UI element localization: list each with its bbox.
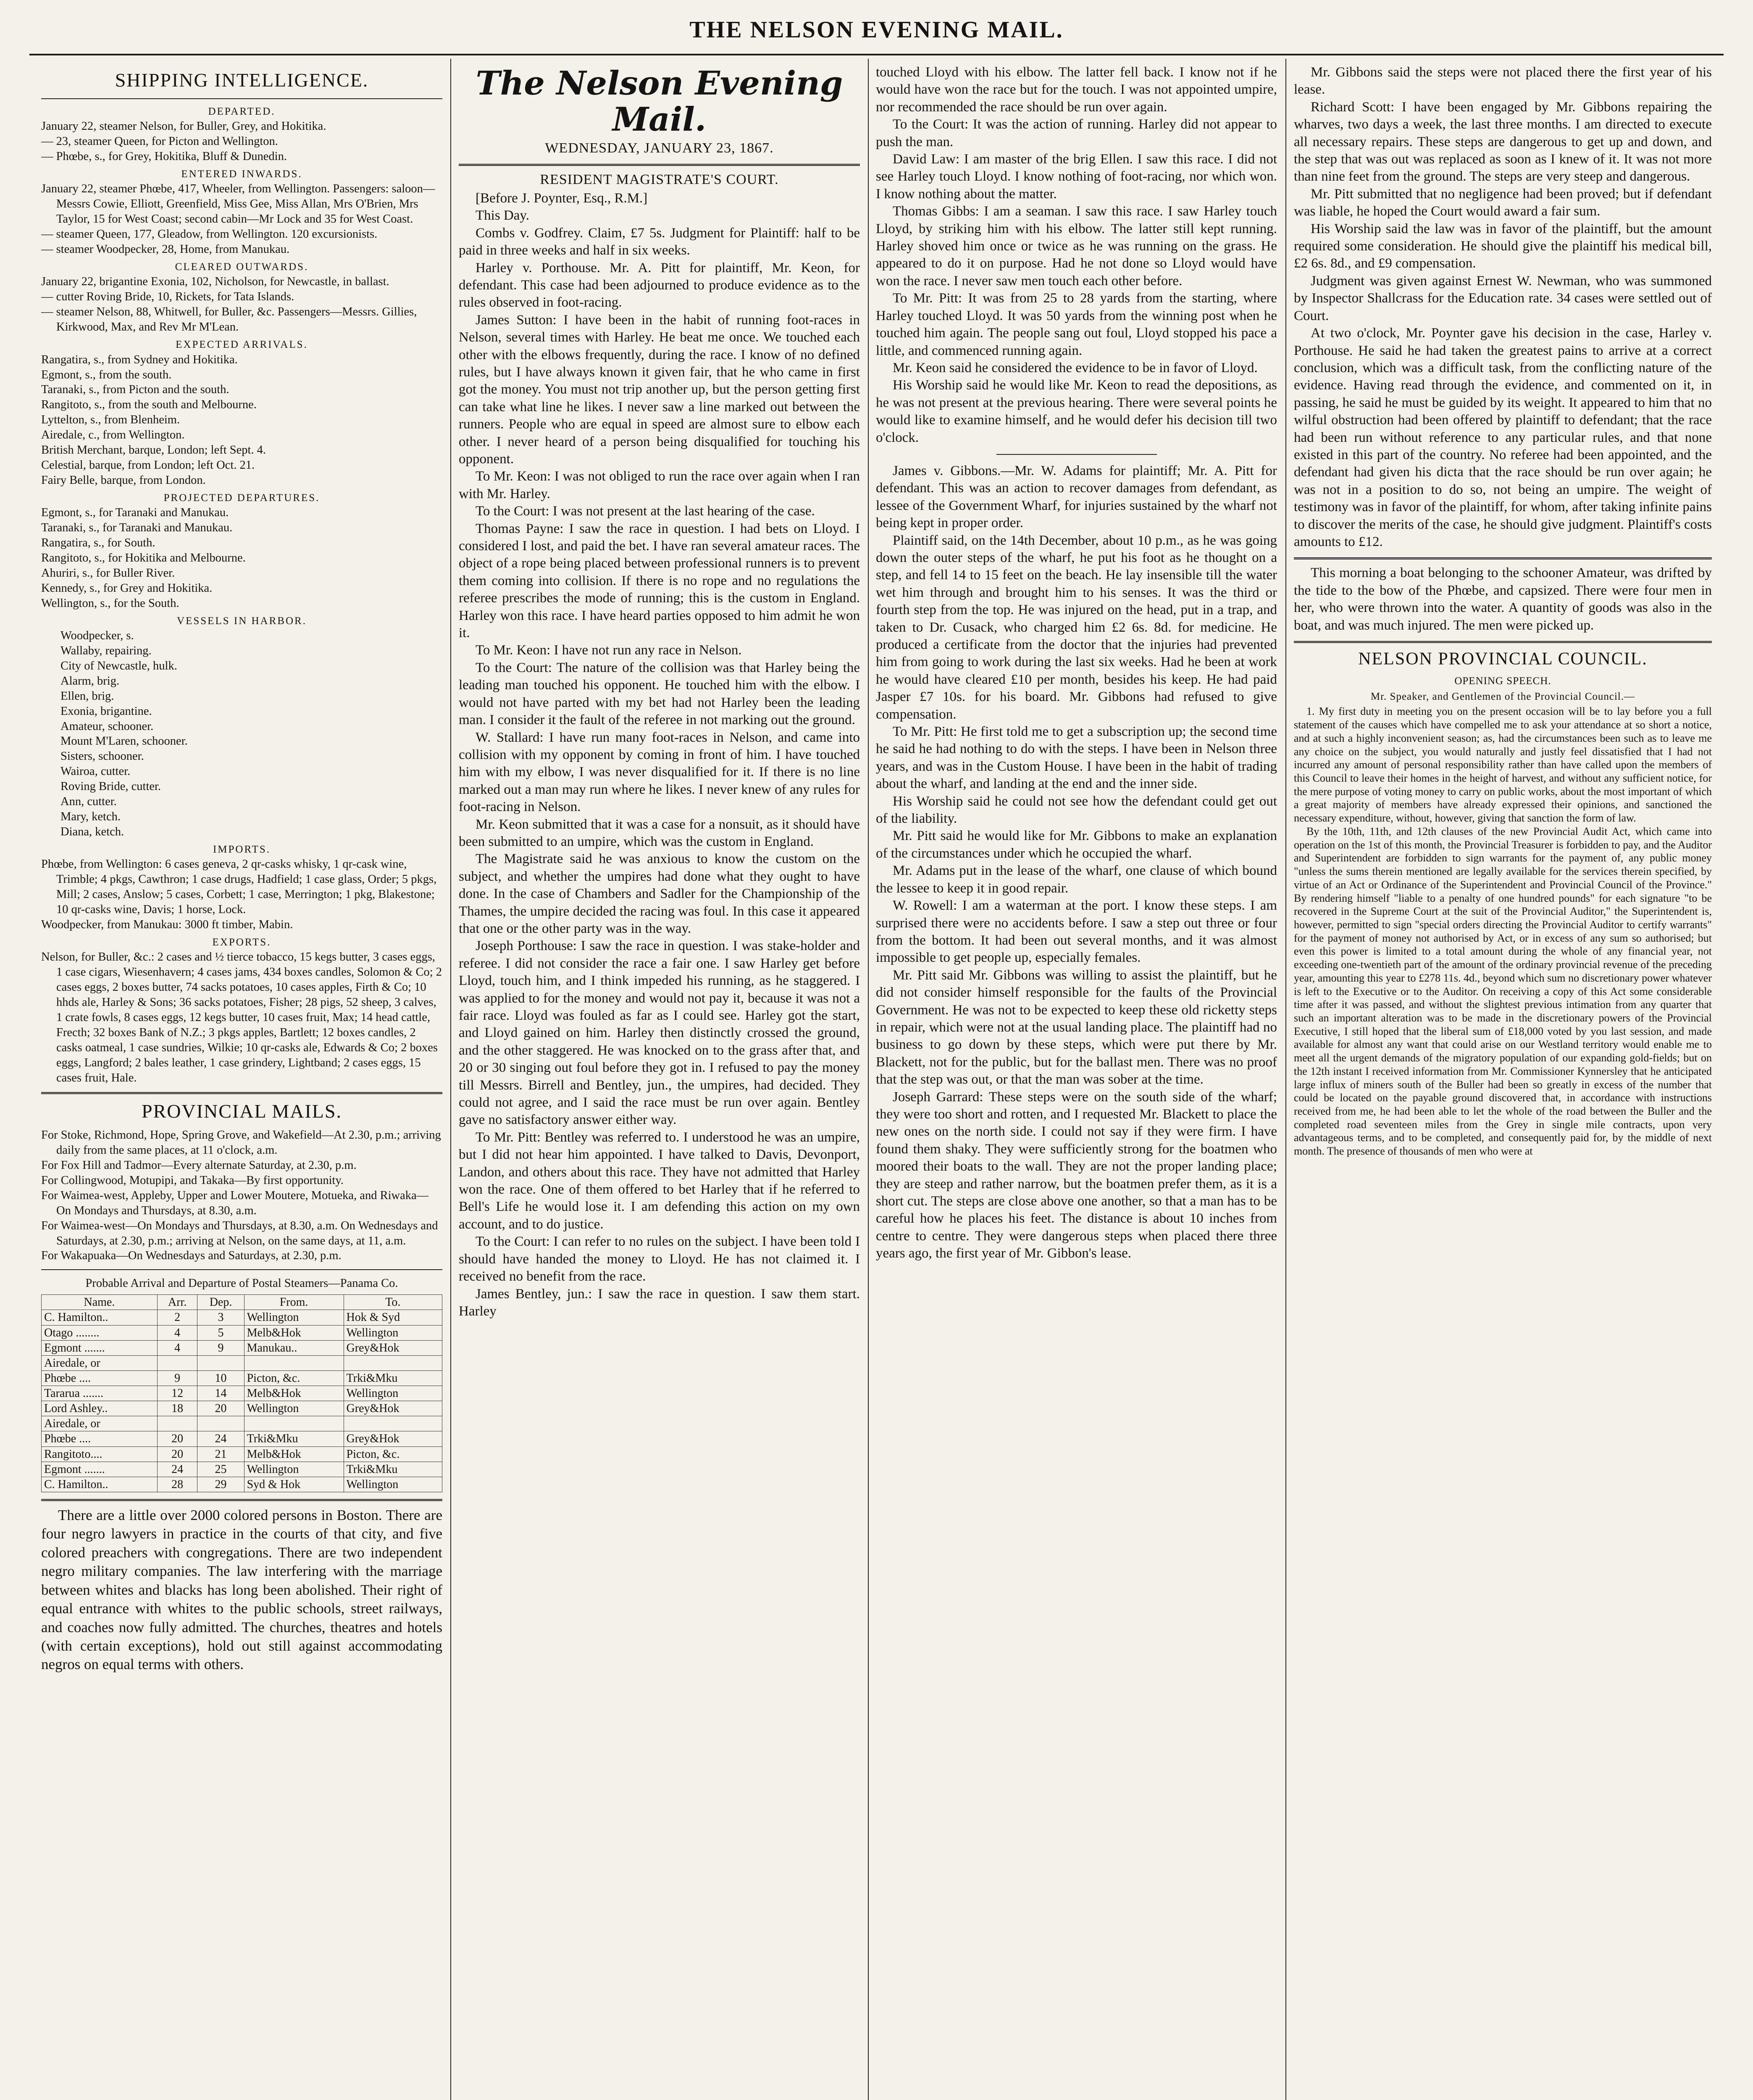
speech-paragraph: By the 10th, 11th, and 12th clauses of the new Provincial Audit Act, which came into operation on the 1st of this month, the Provincial Treasurer is forbidden to pay, and the Auditor and Superintendent are forbidden to sign warrants for the payment of, any public money "unless the sums therein mentioned are legally available for the services therein specified, by virtue of an Act or Ordinance of the Superintendent and Provincial Council of the Province." By rendering himself "liable to a penalty of one hundred pounds" for each signature "to be recovered in the Supreme Court at the suit of the Provincial Auditor," the Superintendent is, however, permitted to sign "special orders directing the Provincial Auditor to certify warrants" for the payment of money not authorised by Act, or in excess of any sum so authorised; but even this power is limited to a total amount during the whole of any financial year, not exceeding one-twentieth part of the amount of the ordinary provincial revenue of the preceding year, amounting this year to £278 11s. 4d., beyond which sum no discretionary power whatever is left to the Executive or to the Auditor. On receiving a copy of this Act some considerable time after it was passed, and without the slightest previous intimation from any quarter that such an important alteration was to be made in the discretionary powers of the Provincial Executive, I still hoped that the liberal sum of £18,000 voted by you last session, and made available for almost any want that could arise on our Westland territory would enable me to meet all the urgent demands of the migratory population of our expanding gold-fields; but on the 12th instant I received information from Mr. Commissioner Kynnersley that he anticipated large influx of miners south of the Buller had been so greatly in excess of the number that could be located on the payable ground discovered that, in accordance with instructions received from me, he had been able to let the whole of the road between the Buller and the completed road seventeen miles from the Grey in single mile contracts, upon very advantageous terms, and to be completed, and consequently paid for, by the middle of next month. The presence of thousands of men who were at <box>1294 825 1712 1158</box>
table-cell-to: Grey&Hok <box>344 1401 442 1416</box>
table-row <box>42 1462 442 1477</box>
table-cell-from: Melb&Hok <box>244 1446 344 1462</box>
column-divider <box>1285 59 1286 2100</box>
column-council <box>1294 64 1712 2100</box>
projected-heading: PROJECTED DEPARTURES. <box>163 492 320 504</box>
mail-entry: For Waimea-west, Appleby, Upper and Lower Moutere, Motueka, and Riwaka—On Mondays and Thursdays, at 8.30, a.m. <box>41 1189 429 1217</box>
court-heading: RESIDENT MAGISTRATE'S COURT. <box>540 172 779 188</box>
table-cell-to: Trki&Mku <box>344 1462 442 1477</box>
column-court-continued <box>876 64 1277 2100</box>
court-paragraph: To Mr. Keon: I was not obliged to run the race over again when I ran with Mr. Harley. <box>459 469 860 501</box>
table-cell-arr <box>157 1416 197 1431</box>
harbor-vessel: Amateur, schooner. <box>60 719 154 733</box>
outwards-heading: CLEARED OUTWARDS. <box>175 261 309 273</box>
table-cell-dep: 9 <box>197 1340 244 1355</box>
table-cell-arr: 20 <box>157 1431 197 1446</box>
court-paragraph: The Magistrate said he was anxious to know the custom on the subject, and whether the umpires had done what they ought to have done. In the case of Chambers and Sadler for the Championship of the Thames, the umpire decided the racing was foul. In this case it appeared that one or the other party was in the way. <box>459 851 860 936</box>
harbor-vessel: Mary, ketch. <box>60 810 121 823</box>
table-cell-to <box>344 1355 442 1370</box>
table-cell-arr: 4 <box>157 1325 197 1340</box>
table-cell-name: Tararua ....... <box>42 1386 158 1401</box>
table-cell-from: Melb&Hok <box>244 1386 344 1401</box>
court-paragraph: Thomas Payne: I saw the race in question. I had bets on Lloyd. I considered I lost, and paid the bet. I have ran several amateur races. The object of a rope being placed between professional runners is to prevent them coming into collision. If there is no rope and no regulations the referee prescribes the mode of running; this is the custom in England. Harley won this race. I have heard parties opposed to him admit he won it. <box>459 521 860 641</box>
table-cell-dep: 14 <box>197 1386 244 1401</box>
court-paragraph: Joseph Porthouse: I saw the race in question. I was stake-holder and referee. I did not consider the race a fair one. I saw Harley get before Lloyd, touch him, and I think impeded his running, as he staggered. I was applied to for the money and would not pay it, because it was not a fair race. Lloyd was fouled as far as I could see. Harley got the start, and Lloyd gained on him. Harley then distinctly crossed the ground, and the other staggered. He was knocked on to the grass after that, and 20 or 30 singing out foul before they got in. I refused to pay the money till Messrs. Birrell and Bentley, jun., the umpires, had decided. They could not agree, and I said the race must be run over again. Bentley gave no satisfactory answer either way. <box>459 938 860 1128</box>
table-cell-name: Phœbe .... <box>42 1431 158 1446</box>
postal-table-body <box>42 1310 442 1492</box>
expected-entry: British Merchant, barque, London; left Sept. 4. <box>41 444 266 457</box>
inwards-entry: — steamer Woodpecker, 28, Home, from Manukau. <box>41 243 290 256</box>
table-cell-arr: 28 <box>157 1477 197 1492</box>
expected-entry: Rangitoto, s., from the south and Melbourne. <box>41 398 257 412</box>
column-header: Arr. <box>157 1295 197 1310</box>
column-court <box>459 64 860 2100</box>
column-header: From. <box>244 1295 344 1310</box>
expected-entry: Lyttelton, s., from Blenheim. <box>41 413 180 427</box>
court-paragraph: Harley v. Porthouse. Mr. A. Pitt for plaintiff, Mr. Keon, for defendant. This case had been adjourned to produce evidence as to the rules observed in foot-racing. <box>459 260 860 310</box>
table-cell-name: C. Hamilton.. <box>42 1477 158 1492</box>
postal-table-title: Probable Arrival and Departure of Postal Steamers—Panama Co. <box>85 1277 398 1290</box>
imports-entry: Woodpecker, from Manukau: 3000 ft timber, Mabin. <box>41 918 293 931</box>
harbor-vessel: Woodpecker, s. <box>60 629 134 643</box>
harbor-vessel: Mount M'Laren, schooner. <box>60 735 188 748</box>
departed-entry: — 23, steamer Queen, for Picton and Wellington. <box>41 135 278 148</box>
table-cell-dep <box>197 1355 244 1370</box>
table-cell-from <box>244 1416 344 1431</box>
table-row <box>42 1355 442 1370</box>
column-divider <box>868 59 869 2100</box>
court-paragraph: W. Rowell: I am a waterman at the port. I know these steps. I am surprised there were no accidents before. I saw a step out three or four from the bottom. It had been out several months, and it was almost impossible to get people up, especially females. <box>876 898 1277 966</box>
table-cell-from: Picton, &c. <box>244 1370 344 1386</box>
table-cell-to: Wellington <box>344 1325 442 1340</box>
table-cell-to: Hok & Syd <box>344 1310 442 1325</box>
outwards-entry: — steamer Nelson, 88, Whitwell, for Buller, &c. Passengers—Messrs. Gillies, Kirkwood, Max, and Rev Mr M'Lean. <box>41 305 417 334</box>
projected-entry: Rangitoto, s., for Hokitika and Melbourne. <box>41 551 246 564</box>
mails-list <box>41 1128 442 1291</box>
court-paragraph: Mr. Keon said he considered the evidence to be in favor of Lloyd. <box>893 360 1258 375</box>
table-cell-name: Airedale, or <box>42 1355 158 1370</box>
court-paragraph: Joseph Garrard: These steps were on the south side of the wharf; they were too short and rotten, and I requested Mr. Blackett to place the new ones on the north side. I could not say if they were firm. I have found them shaky. They were sufficiently strong for the boatmen who moored their boats to the wall. They are not the proper landing place; they are steep and rather narrow, but the boatmen prefer them, as it is a short cut. The steps are close above one another, so that a man has to be careful how he places his feet. The distance is about 10 inches from centre to centre. They were dangerous steps when placed there three years ago, the first year of Mr. Gibbon's lease. <box>876 1089 1277 1261</box>
court-paragraph: To the Court: It was the action of running. Harley did not appear to push the man. <box>876 117 1277 150</box>
column-shipping <box>41 64 442 2100</box>
court-paragraph: James v. Gibbons.—Mr. W. Adams for plaintiff; Mr. A. Pitt for defendant. This was an action to recover damages from defendant, as lessee of the Government Wharf, for injuries sustained by the wharf not being kept in proper order. <box>876 463 1277 531</box>
expected-entry: Taranaki, s., from Picton and the south. <box>41 383 229 396</box>
section-rule <box>1294 557 1712 559</box>
boat-article: This morning a boat belonging to the schooner Amateur, was drifted by the tide to the bow of the Phœbe, and capsized. There were four men in her, who were thrown into the water. A quantity of goods was also in the boat, and was much injured. The men were picked up. <box>1294 565 1712 633</box>
postal-steamers-table <box>41 1294 442 1492</box>
table-cell-name: Otago ........ <box>42 1325 158 1340</box>
court-paragraph: Mr. Pitt submitted that no negligence had been proved; but if defendant was liable, he hoped the Court would award a fair sum. <box>1294 186 1712 219</box>
section-rule <box>1294 641 1712 643</box>
table-cell-name: Lord Ashley.. <box>42 1401 158 1416</box>
table-cell-from: Melb&Hok <box>244 1325 344 1340</box>
table-cell-to: Wellington <box>344 1386 442 1401</box>
inwards-entry: — steamer Queen, 177, Gleadow, from Wellington. 120 excursionists. <box>41 228 378 241</box>
table-cell-from: Manukau.. <box>244 1340 344 1355</box>
court-paragraph: Mr. Keon submitted that it was a case for a nonsuit, as it should have been submitted to an umpire, which was the custom in England. <box>459 816 860 849</box>
table-cell-dep: 24 <box>197 1431 244 1446</box>
table-cell-arr: 4 <box>157 1340 197 1355</box>
table-cell-arr: 20 <box>157 1446 197 1462</box>
section-rule <box>41 1499 442 1501</box>
harbor-vessel: Ellen, brig. <box>60 689 114 703</box>
court-paragraph: To the Court: I was not present at the last hearing of the case. <box>476 504 815 519</box>
harbor-vessel: Exonia, brigantine. <box>60 704 152 718</box>
imports-heading: IMPORTS. <box>213 843 271 855</box>
section-rule <box>41 1269 442 1270</box>
table-cell-arr: 12 <box>157 1386 197 1401</box>
court-paragraph: James Bentley, jun.: I saw the race in question. I saw them start. Harley <box>459 1286 860 1319</box>
table-cell-from: Wellington <box>244 1462 344 1477</box>
opening-speech <box>1294 705 1712 1158</box>
column-header: Dep. <box>197 1295 244 1310</box>
court-paragraph: To Mr. Pitt: He first told me to get a subscription up; the second time he said he had nothing to do with the steps. I have been in Nelson three years, and was in the Custom House. I have been in the habit of trading about the wharf, and landing at the end and the inner side. <box>876 724 1277 792</box>
court-subheading: [Before J. Poynter, Esq., R.M.] <box>476 190 648 206</box>
table-cell-from: Trki&Mku <box>244 1431 344 1446</box>
table-cell-from <box>244 1355 344 1370</box>
harbor-list <box>41 628 442 840</box>
court-paragraph: touched Lloyd with his elbow. The latter fell back. I know not if he would have won the race but for the touch. I was not appointed umpire, nor recommended the race should be run over again. <box>876 65 1277 115</box>
table-row <box>42 1386 442 1401</box>
projected-entry: Ahuriri, s., for Buller River. <box>41 566 175 580</box>
harbor-vessel: Roving Bride, cutter. <box>60 780 161 793</box>
table-row <box>42 1340 442 1355</box>
expected-entry: Airedale, c., from Wellington. <box>41 428 185 442</box>
table-cell-name: Airedale, or <box>42 1416 158 1431</box>
court-paragraph: His Worship said the law was in favor of the plaintiff, but the amount required some consideration. He should give the plaintiff his medical bill, £2 6s. 8d., and £9 compensation. <box>1294 221 1712 271</box>
projected-entry: Rangatira, s., for South. <box>41 536 155 550</box>
exports-entry: Nelson, for Buller, &c.: 2 cases and ½ tierce tobacco, 15 kegs butter, 3 cases eggs, 1 case cigars, Wiesenhavern; 4 cases jams, 434 boxes candles, Solomon & Co; 2 cases eggs, 2 boxes butter, 74 sacks potatoes, 10 cases apples, Firth & Co; 10 hhds ale, Harley & Sons; 36 sacks potatoes, Fisher; 28 pigs, 52 sheep, 3 calves, 1 crate fowls, 8 cases eggs, 12 kegs butter, 10 cases fruit, Max; 14 head cattle, Frecth; 32 boxes Bank of N.Z.; 3 pkgs apples, Bartlett; 12 boxes candles, 2 casks oatmeal, 1 case sundries, Wilkie; 10 qr-casks ale, Edwards & Co; 2 boxes eggs, Langford; 2 bales leather, 1 case grindery, Lightband; 2 cases eggs, 15 cases fruit, Hale. <box>41 950 442 1084</box>
table-cell-from: Wellington <box>244 1401 344 1416</box>
table-cell-name: Rangitoto.... <box>42 1446 158 1462</box>
boston-article: There are a little over 2000 colored persons in Boston. There are four negro lawyers in practice in the courts of that city, and five colored preachers with congregations. There are two independent negro military companies. The law interfering with the marriage between whites and blacks has long been abolished. Their right of equal entrance with whites to the public schools, street railways, and coaches now fully admitted. The churches, theatres and hotels (with certain exceptions), hold out still against accommodating negros on equal terms with others. <box>41 1507 442 1673</box>
mail-entry: For Fox Hill and Tadmor—Every alternate Saturday, at 2.30, p.m. <box>41 1159 357 1172</box>
projected-entry: Kennedy, s., for Grey and Hokitika. <box>41 581 213 595</box>
table-cell-to <box>344 1416 442 1431</box>
court-paragraph: Thomas Gibbs: I am a seaman. I saw this race. I saw Harley touch Lloyd, by striking him with his elbow. The latter still kept running. Harley shoved him once or twice as he was running on the grass. He appeared to do it on purpose. Had he not done so Lloyd would have won the race. I never saw men touch each other before. <box>876 204 1277 289</box>
table-cell-name: Egmont ....... <box>42 1462 158 1477</box>
expected-entry: Rangatira, s., from Sydney and Hokitika. <box>41 353 238 366</box>
expected-entry: Egmont, s., from the south. <box>41 368 172 381</box>
shipping-lists <box>41 105 442 1086</box>
court-paragraph: Mr. Adams put in the lease of the wharf, one clause of which bound the lessee to keep it in good repair. <box>876 863 1277 896</box>
table-cell-arr <box>157 1355 197 1370</box>
court-paragraph: His Worship said he could not see how the defendant could get out of the liability. <box>876 793 1277 827</box>
court-paragraph: Mr. Pitt said Mr. Gibbons was willing to assist the plaintiff, but he did not consider himself responsible for the faults of the Provincial Government. He was not to be expected to keep these old ricketty steps in repair, which were not at the usual landing place. The plaintiff had no business to go down by these steps, which were put there by Mr. Blackett, not for the public, but for the ballast men. There was no proof that the step was out, or that the man was sober at the time. <box>876 967 1277 1087</box>
harbor-vessel: Wallaby, repairing. <box>60 644 152 657</box>
table-row <box>42 1431 442 1446</box>
table-cell-dep: 3 <box>197 1310 244 1325</box>
outwards-entry: January 22, brigantine Exonia, 102, Nicholson, for Newcastle, in ballast. <box>41 275 389 289</box>
masthead-rule <box>29 54 1724 55</box>
court-paragraph: Mr. Pitt said he would like for Mr. Gibbons to make an explanation of the circumstances under which he occupied the wharf. <box>876 828 1277 861</box>
table-cell-dep: 5 <box>197 1325 244 1340</box>
table-row <box>42 1416 442 1431</box>
table-cell-from: Wellington <box>244 1310 344 1325</box>
inwards-heading: ENTERED INWARDS. <box>181 168 302 180</box>
expected-heading: EXPECTED ARRIVALS. <box>176 339 308 351</box>
dateline: WEDNESDAY, JANUARY 23, 1867. <box>545 140 774 156</box>
court-paragraph: Mr. Gibbons said the steps were not placed there the first year of his lease. <box>1294 65 1712 97</box>
table-row <box>42 1370 442 1386</box>
court-paragraph: To Mr. Keon: I have not run any race in Nelson. <box>476 643 742 658</box>
departed-heading: DEPARTED. <box>208 105 276 117</box>
exports-heading: EXPORTS. <box>212 936 271 948</box>
table-cell-name: Phœbe .... <box>42 1370 158 1386</box>
table-cell-arr: 2 <box>157 1310 197 1325</box>
table-cell-dep: 10 <box>197 1370 244 1386</box>
expected-entry: Celestial, barque, from London; left Oct. 21. <box>41 458 255 472</box>
masthead-title: THE NELSON EVENING MAIL. <box>689 17 1064 43</box>
court-paragraph: To the Court: I can refer to no rules on the subject. I have been told I should have handed the money to Lloyd. He has not claimed it. I received no benefit from the race. <box>459 1234 860 1284</box>
projected-entry: Taranaki, s., for Taranaki and Manukau. <box>41 521 233 535</box>
court-day: This Day. <box>476 208 530 223</box>
newspaper-nameplate: The Nelson Evening Mail. <box>476 64 843 139</box>
table-cell-arr: 18 <box>157 1401 197 1416</box>
court-paragraph: His Worship said he would like Mr. Keon to read the depositions, as he was not present at the previous hearing. There were several points he would like to examine himself, and he would defer his decision till two o'clock. <box>876 378 1277 445</box>
table-cell-to: Grey&Hok <box>344 1340 442 1355</box>
table-cell-dep: 25 <box>197 1462 244 1477</box>
court-paragraph: Richard Scott: I have been engaged by Mr. Gibbons repairing the wharves, two days a week, the last three months. I am directed to execute all necessary repairs. These steps are dangerous to get up and down, and the step that was out was replaced as soon as I knew of it. It was not more than nine feet from the ground. The steps are very steep and dangerous. <box>1294 99 1712 184</box>
table-cell-dep <box>197 1416 244 1431</box>
court-paragraph: Judgment was given against Ernest W. Newman, who was summoned by Inspector Shallcrass for the Education rate. 34 cases were settled out of Court. <box>1294 273 1712 323</box>
table-row <box>42 1401 442 1416</box>
table-cell-arr: 24 <box>157 1462 197 1477</box>
projected-entry: Egmont, s., for Taranaki and Manukau. <box>41 506 229 520</box>
council-subheading: OPENING SPEECH. <box>1454 675 1551 687</box>
column-header: Name. <box>42 1295 158 1310</box>
court-paragraph: James Sutton: I have been in the habit of running foot-races in Nelson, several times with Harley. He beat me once. We touched each other with the elbows frequently, during the race. I know of no defined rules, but I have always known it given fair, that he who came in first got the money. You must not trip another up, but the person getting first can take what line he likes. I never saw a line marked out between the runners. People who are equal in speed are almost sure to elbow each other. I never heard of a person being disqualified for touching his opponent. <box>459 312 860 467</box>
court-paragraph: At two o'clock, Mr. Poynter gave his decision in the case, Harley v. Porthouse. He said he had taken the greatest pains to arrive at a correct conclusion, which was a difficult task, from the conflicting nature of the evidence. Having read through the evidence, and commented on it, in passing, he said he must be guided by its weight. It appeared to him that no wilful obstruction had been offered by plaintiff to defendant; that the race had been run without reference to any particular rules, and that none existed in this part of the country. No referee had been appointed, and the defendant had given his dicta that the race should be run over again; he was not in a position to do so, not being an umpire. The weight of testimony was in favor of the plaintiff, for whom, after taking infinite pains to discover the merits of the case, he should give judgment. Plaintiff's costs amounts to £12. <box>1294 326 1712 549</box>
departed-entry: — Phœbe, s., for Grey, Hokitika, Bluff & Dunedin. <box>41 150 287 163</box>
harbor-vessel: City of Newcastle, hulk. <box>60 659 177 672</box>
table-cell-to: Grey&Hok <box>344 1431 442 1446</box>
section-rule <box>459 164 860 166</box>
mail-entry: For Collingwood, Motupipi, and Takaka—By first opportunity. <box>41 1173 344 1187</box>
harbor-heading: VESSELS IN HARBOR. <box>177 615 307 627</box>
court-paragraph: To Mr. Pitt: Bentley was referred to. I understood he was an umpire, but I did not hear him appointed. I have talked to Davis, Devonport, Landon, and others about this race. They have not admitted that Harley won the race. One of them offered to bet Harley that if he referred to Bell's Life he would lose it. I am defending this action on my own account, and to do justice. <box>459 1129 860 1232</box>
court-paragraph: W. Stallard: I have run many foot-races in Nelson, and came into collision with my opponent by coming in front of him. I have touched him with my elbow, I was never disqualified for it. If there is no line marked out a man may run where he likes. I never knew of any rules for foot-racing in Nelson. <box>459 730 860 815</box>
table-cell-arr: 9 <box>157 1370 197 1386</box>
court-paragraph: Plaintiff said, on the 14th December, about 10 p.m., as he was going down the outer steps of the wharf, he put his foot as he thought on a step, and fell 14 to 15 feet on the beach. He lay insensible till the water wet him through and brought him to his senses. It was the third or fourth step from the top. He was injured on the head, put in a trap, and taken to Dr. Cusack, who charged him £2 6s. 8d. for medicine. He produced a certificate from the doctor that the injuries had prevented him from going to work during the last six weeks. Had he been at work he would have cleared £10 per month, besides his keep. He had paid Jasper £7 10s. for his board. Mr. Gibbons had refused to give compensation. <box>876 533 1277 722</box>
table-cell-to: Wellington <box>344 1477 442 1492</box>
mails-heading: PROVINCIAL MAILS. <box>142 1100 342 1122</box>
column-header: To. <box>344 1295 442 1310</box>
table-cell-dep: 21 <box>197 1446 244 1462</box>
council-address: Mr. Speaker, and Gentlemen of the Provincial Council.— <box>1370 691 1635 703</box>
table-row <box>42 1446 442 1462</box>
table-cell-name: Egmont ....... <box>42 1340 158 1355</box>
table-cell-to: Picton, &c. <box>344 1446 442 1462</box>
harbor-vessel: Alarm, brig. <box>60 674 120 688</box>
shipping-heading: SHIPPING INTELLIGENCE. <box>115 69 369 91</box>
table-cell-to: Trki&Mku <box>344 1370 442 1386</box>
court-paragraph: David Law: I am master of the brig Ellen. I saw this race. I did not see Harley touch Lloyd. I know nothing of foot-racing, nor which won. I know nothing about the matter. <box>876 152 1277 202</box>
harbor-vessel: Wairoa, cutter. <box>60 765 131 778</box>
departed-entry: January 22, steamer Nelson, for Buller, Grey, and Hokitika. <box>41 120 326 133</box>
section-rule <box>41 1092 442 1094</box>
mail-entry: For Wakapuaka—On Wednesdays and Saturdays, at 2.30, p.m. <box>41 1249 342 1263</box>
outwards-entry: — cutter Roving Bride, 10, Rickets, for Tata Islands. <box>41 290 294 304</box>
table-row <box>42 1477 442 1492</box>
table-cell-dep: 29 <box>197 1477 244 1492</box>
harbor-vessel: Ann, cutter. <box>60 795 117 808</box>
table-cell-dep: 20 <box>197 1401 244 1416</box>
table-header-row <box>42 1295 442 1310</box>
court-paragraph: Combs v. Godfrey. Claim, £7 5s. Judgment for Plaintiff: half to be paid in three weeks and half in six weeks. <box>459 225 860 258</box>
court-paragraph: To the Court: The nature of the collision was that Harley being the leading man touched his opponent. He touched him with the elbow. I would not have parted with my bet had not Harley been the leading man. I consider it the fault of the referee in not marking out the ground. <box>459 660 860 728</box>
court-paragraph: To Mr. Pitt: It was from 25 to 28 yards from the starting, where Harley touched Lloyd. It was 50 yards from the winning post when he touched him again. The people sang out foul, Lloyd stopped his pace a little, and commenced running again. <box>876 291 1277 358</box>
speech-paragraph: 1. My first duty in meeting you on the present occasion will be to lay before you a full statement of the causes which have compelled me to ask your attendance at so short a notice, and at such a highly inconvenient season; as, had the circumstances been such as to leave me any choice on the subject, you would naturally and justly feel dissatisfied that I had not incurred any amount of personal responsibility rather than have called upon the members of this Council to leave their homes in the height of harvest, and without any sufficient notice, for the mere purpose of voting money to carry on public works, about the most important of which a great majority of members have already expressed their opinions, and sanctioned the necessary expenditure, without, however, giving that sanction the form of law. <box>1294 705 1712 824</box>
imports-entry: Phœbe, from Wellington: 6 cases geneva, 2 qr-casks whisky, 1 qr-cask wine, Trimble; 4 pkgs, Cawthron; 1 case drugs, Hadfield; 1 case glass, Order; 5 pkgs, Mill; 2 cases, Anslow; 5 cases, Corbett; 1 case, Merrington; 1 pkg, Blakestone; 10 qr-casks wine, Davis; 1 horse, Lock. <box>41 858 437 916</box>
table-cell-name: C. Hamilton.. <box>42 1310 158 1325</box>
short-rule <box>996 454 1157 455</box>
harbor-vessel: Diana, ketch. <box>60 825 124 838</box>
expected-entry: Fairy Belle, barque, from London. <box>41 473 206 487</box>
section-rule <box>41 98 442 99</box>
table-row <box>42 1325 442 1340</box>
mail-entry: For Stoke, Richmond, Hope, Spring Grove, and Wakefield—At 2.30, p.m.; arriving daily from the same places, at 11 o'clock, a.m. <box>41 1129 441 1157</box>
council-heading: NELSON PROVINCIAL COUNCIL. <box>1358 649 1648 669</box>
inwards-entry: January 22, steamer Phœbe, 417, Wheeler, from Wellington. Passengers: saloon—Messrs Cowie, Elliott, Greenfield, Miss Gee, Miss Allan, Mrs O'Brien, Mrs Taylor, 15 for West Coast; second cabin—Mr Lock and 35 for West Coast. <box>41 182 435 226</box>
harbor-vessel: Sisters, schooner. <box>60 750 144 763</box>
projected-entry: Wellington, s., for the South. <box>41 596 179 610</box>
table-cell-from: Syd & Hok <box>244 1477 344 1492</box>
table-row <box>42 1310 442 1325</box>
mail-entry: For Waimea-west—On Mondays and Thursdays, at 8.30, a.m. On Wednesdays and Saturdays, at 2.30, p.m.; arriving at Nelson, on the same days, at 11, a.m. <box>41 1219 438 1247</box>
column-divider <box>450 59 451 2100</box>
